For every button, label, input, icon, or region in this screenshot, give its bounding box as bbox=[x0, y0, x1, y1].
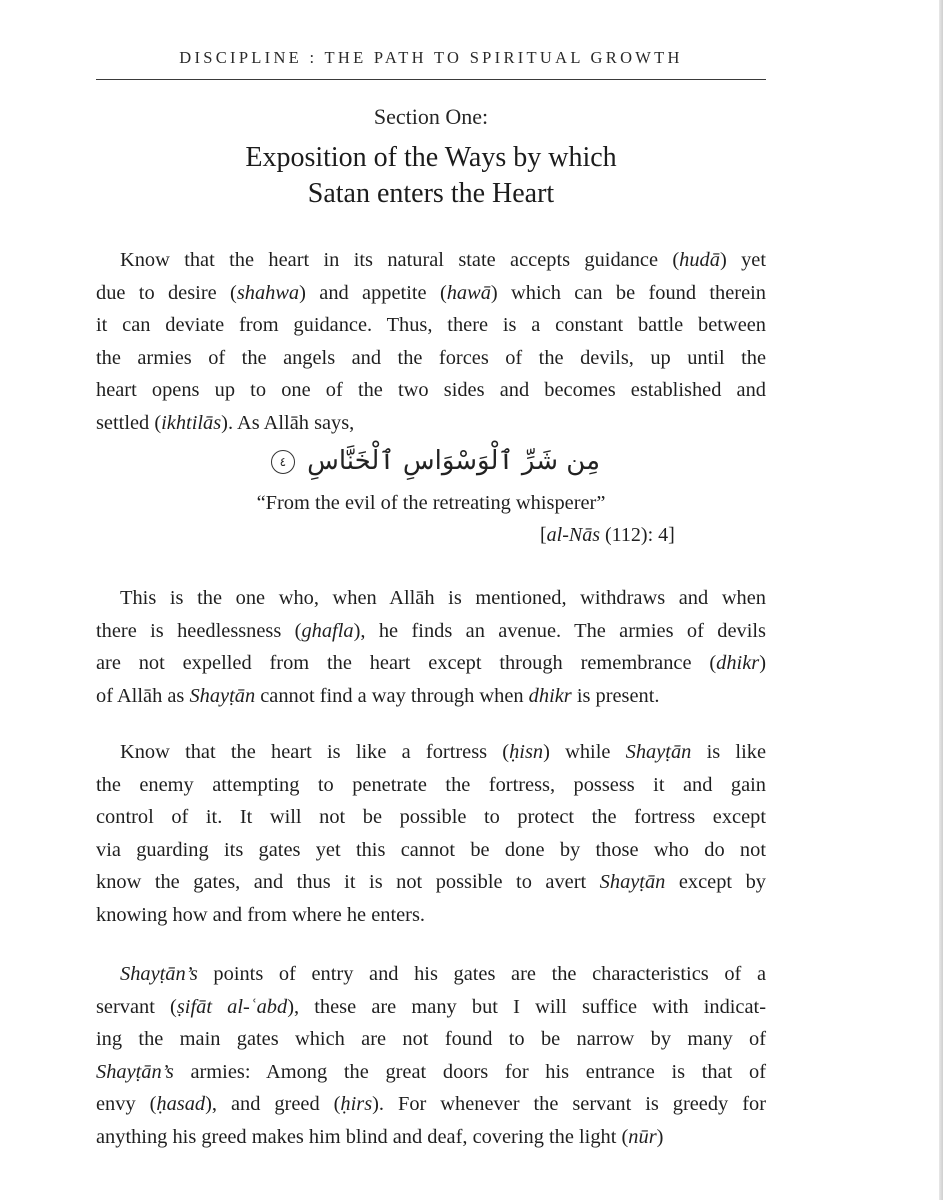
text-line: are not expelled from the heart except through remembrance (dhikr) bbox=[96, 652, 766, 675]
section-title-line: Exposition of the Ways by which bbox=[245, 142, 617, 173]
section-title-line: Satan enters the Heart bbox=[307, 178, 555, 209]
text-line: there is heedlessness (ghafla), he finds an avenue. The armies of devils bbox=[96, 619, 766, 642]
paragraph-4 bbox=[96, 958, 766, 1154]
text-line: envy (ḥasad), and greed (ḥirs). For whenever the servant is greedy for bbox=[96, 1093, 766, 1116]
text-line: Know that the heart is like a fortress (ḥisn) while Shayṭān is like bbox=[120, 741, 766, 763]
paragraph-3 bbox=[96, 736, 766, 932]
text-line: know the gates, and thus it is not possible to avert Shayṭān except by bbox=[96, 871, 766, 894]
text-line: the armies of the angels and the forces of the devils, up until the bbox=[96, 346, 766, 369]
quran-verse-arabic bbox=[279, 446, 600, 476]
text-line: anything his greed makes him blind and deaf, covering the light (nūr) bbox=[96, 1125, 664, 1148]
section-title bbox=[96, 140, 766, 212]
page-edge-shadow bbox=[939, 0, 943, 1200]
text-line: Know that the heart in its natural state accepts guidance (hudā) yet bbox=[120, 249, 766, 271]
text-line: knowing how and from where he enters. bbox=[96, 903, 425, 926]
verse-translation: “From the evil of the retreating whisperer” bbox=[256, 492, 606, 514]
section-label: Section One: bbox=[373, 104, 489, 129]
text-line: Shayṭān’s points of entry and his gates are the characteristics of a bbox=[120, 963, 766, 985]
paragraph-2 bbox=[96, 582, 766, 712]
text-line: the enemy attempting to penetrate the fortress, possess it and gain bbox=[96, 773, 766, 796]
text-line: settled (ikhtilās). As Allāh says, bbox=[96, 411, 355, 434]
verse-arabic-text: مِن شَرِّ ٱلْوَسْوَاسِ ٱلْخَنَّاسِ bbox=[307, 446, 600, 476]
text-line: of Allāh as Shayṭān cannot find a way through when dhikr is present. bbox=[96, 684, 660, 707]
text-line: ing the main gates which are not found to be narrow by many of bbox=[96, 1028, 766, 1051]
text-line: heart opens up to one of the two sides and becomes established and bbox=[96, 379, 766, 402]
text-line: it can deviate from guidance. Thus, there is a constant battle between bbox=[96, 314, 766, 337]
running-head: DISCIPLINE : THE PATH TO SPIRITUAL GROWTH bbox=[179, 48, 683, 67]
text-line: control of it. It will not be possible to protect the fortress except bbox=[96, 806, 766, 829]
text-line: due to desire (shahwa) and appetite (hawā) which can be found therein bbox=[96, 281, 766, 304]
text-line: This is the one who, when Allāh is mentioned, withdraws and when bbox=[120, 587, 766, 609]
paragraph-1 bbox=[96, 244, 766, 440]
verse-number-marker: ٤ bbox=[271, 450, 295, 474]
verse-citation: [al-Nās (112): 4] bbox=[540, 524, 675, 546]
header-rule bbox=[96, 79, 766, 80]
text-line: servant (ṣifāt al-ʿabd), these are many but I will suffice with indicat- bbox=[96, 995, 766, 1018]
text-line: via guarding its gates yet this cannot be done by those who do not bbox=[96, 838, 766, 861]
text-line: Shayṭān’s armies: Among the great doors for his entrance is that of bbox=[96, 1060, 766, 1083]
